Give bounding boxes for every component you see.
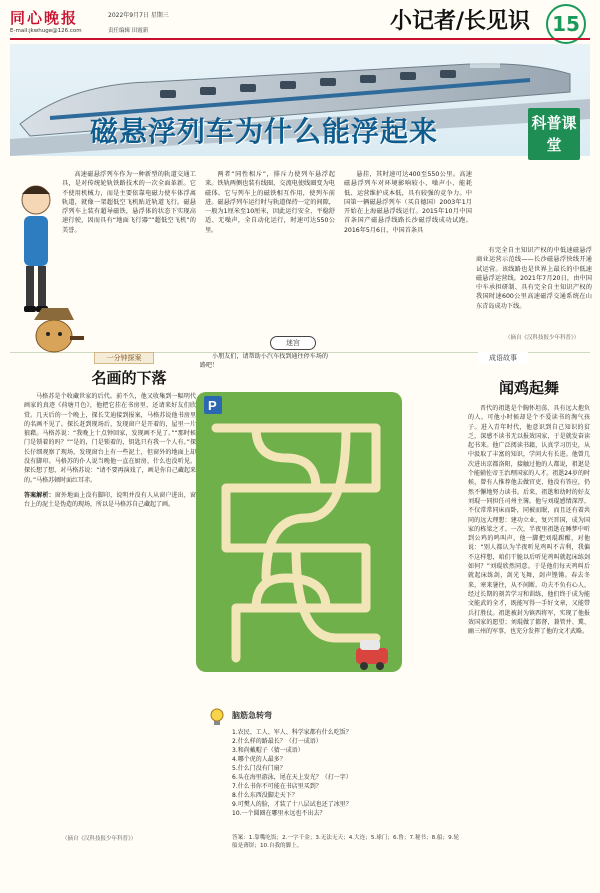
detective-dog-illustration — [20, 300, 90, 362]
article-source: （摘自《汉科技报少年科普》） — [505, 335, 580, 341]
column-label-detective: 一分钟探案 — [94, 352, 154, 364]
newspaper-logo: 同心晚报 — [10, 9, 79, 27]
brain-teaser-answers — [232, 834, 460, 851]
maze-label: 迷宫 — [270, 336, 316, 350]
maze-puzzle — [196, 348, 402, 708]
lightbulb-icon — [206, 706, 228, 728]
brain-teaser-item: 2.什么样的路最长？（打一成语） — [232, 738, 322, 745]
brain-teaser-item: 10.一个圆圈在哪里永远也不出去？ — [232, 810, 326, 817]
brain-teaser-list — [232, 728, 460, 818]
answers-title: 答案： — [232, 835, 249, 841]
article-column-4: 有完全自主知识产权的中低速磁悬浮商业运营示范线——长沙磁悬浮快线开通试运营。该线路也是世界上最长的中低速磁悬浮运营线。2021年7月20日，由中国中车承担研制、具有完全自主知识产权的我国时速600公里高速磁浮交通系统在山东青岛成功下线。 — [476, 247, 592, 310]
issue-date: 2022年9月7日 星期三 — [108, 12, 169, 19]
brain-teaser-item: 1.农民、工人、军人、科学家都有什么吃饭？ — [232, 729, 352, 736]
brain-teaser-item: 3.和尚戴帽子（猜一成语） — [232, 747, 304, 754]
svg-text:P: P — [208, 398, 217, 413]
page-number: 15 — [546, 4, 586, 44]
science-class-tag: 科普课堂 — [528, 108, 580, 160]
brain-teaser-item: 5.什么门没有门扇？ — [232, 765, 286, 772]
article-column-1: 高速磁悬浮列车作为一种新型的轨道交通工具，是对传统轮轨铁路技术的一次全面革新。它不使用机械力，而是主要依靠电磁力使车体浮离轨道，就像一架超低空飞机贴近轨道飞行。磁悬浮列车上装有超导磁铁，悬浮体的状态下实现高速行驶，因而具有“地面飞行器”“超低空飞机”的美誉。 — [62, 171, 196, 234]
article-headline: 磁悬浮列车为什么能浮起来 — [90, 115, 439, 148]
brain-teaser-header: 脑筋急转弯 — [232, 711, 272, 720]
story-title-painting: 名画的下落 — [91, 369, 167, 387]
brain-teaser-item: 7.什么书你不可能在书店里买到？ — [232, 783, 322, 790]
story-text: 马格苏是个收藏世家的后代。前不久，他又收集到一幅明代画家的真迹《荷塘月色》，他把它挂在书房里，还请来好友们欣赏。几天后的一个晚上，探长艾迪接到报案，马格苏说他书房里的名画不见了。探长赶到现场后，发现窗户是开着的，屋里一片狼藉。马格苏说：“我晚上十点钟回家，发现画不见了。”“那时候门是锁着的吗？”“是的，门是锁着的，钥匙只有我一个人有。”探长仔细观察了现场，发现窗台上有一些泥土，但窗外的地面上却没有脚印。马格苏的仆人说当晚他一直在厨房，什么也没听见。探长想了想，对马格苏说：“请不要再演戏了，画是你自己藏起来的。”马格苏顿时面红耳赤。 — [24, 393, 196, 484]
story-source: （摘自《汉科技报少年科普》） — [62, 836, 137, 842]
story-body-painting — [24, 392, 196, 822]
editor-credit: 责任编辑 田霞新 — [108, 28, 149, 34]
story-body-rooster: 晋代的祖逖是个胸怀坦荡、具有远大抱负的人。可他小时候却是个不爱读书的淘气孩子。进入青年时代，他意识到自己知识的贫乏，深感不读书无以报效国家，于是就发奋读起书来。他广泛阅读书籍，认真学习历史，从中汲取了丰富的知识，学问大有长进。他曾几次进出京都洛阳，接触过他的人都说，祖逖是个能辅佐帝王治理国家的人才。祖逖24岁的时候，曾有人推荐他去做官吏，他没有答应，仍然不懈地努力读书。后来，祖逖和幼时的好友刘琨一同担任司州主簿。他与刘琨感情深厚，不仅常常同床而卧，同被而眠，而且还有着共同的远大理想：建功立业，复兴晋国，成为国家的栋梁之才。一次，半夜里祖逖在睡梦中听到公鸡的鸣叫声，他一脚把刘琨踢醒，对他说：“别人都认为半夜听见鸡叫不吉利，我偏不这样想，咱们干脆以后听见鸡叫就起床练剑如何？”刘琨欣然同意。于是他们每天鸡叫后就起床练剑，剑光飞舞，剑声铿锵。春去冬来，寒来暑往，从不间断。功夫不负有心人，经过长期的刻苦学习和训练，他们终于成为能文能武的全才，既能写得一手好文章，又能带兵打胜仗。祖逖被封为镇西将军，实现了他报效国家的愿望；刘琨做了都督，兼管并、冀、幽三州的军事，也充分发挥了他的文才武略。 — [468, 405, 590, 636]
contact-email: E-mail:jkwhuge@126.com — [10, 28, 82, 34]
maze-instructions: 小朋友们，请帮助小汽车找到通往停车场的路吧！ — [200, 353, 328, 369]
brain-teaser-item: 4.哪个虎的人最多？ — [232, 756, 286, 763]
answer-title: 答案解析： — [24, 491, 55, 499]
column-label-idiom: 成语故事 — [478, 352, 528, 364]
story-title-rooster: 闻鸡起舞 — [498, 379, 559, 397]
masthead-divider — [10, 38, 590, 40]
brain-teaser-item: 6.头在海里游泳，尾在天上发光？（打一字） — [232, 774, 352, 781]
answer-text: 窗外地面上没有脚印，说明并没有人从窗户进出，窗台上的泥土是伪造的现场，所以是马格苏自己藏起了画。 — [24, 491, 196, 509]
brain-teaser-item: 8.什么东西没脚走天下？ — [232, 792, 298, 799]
article-column-3: 悬挂，其时速可达400至550公里。高速磁悬浮列车对环境影响较小，噪声小、能耗低、运营维护成本低，具有较强的竞争力。中国第一辆磁悬浮列车（买自德国）2003年1月开始在上海磁悬浮线运行。2015年10月中国首条国产磁悬浮线路长沙磁浮线成功试跑。2016年5月6日，中国首条具 — [344, 171, 472, 234]
answers-text: 1.靠嘴吃饭；2.一字千金；3.无法无天；4.大连；5.球门；6.鲁；7.秘书；8.船；9.轮船是薄饼；10.自我的脚上。 — [232, 835, 460, 850]
brain-teaser-item: 9.可樊人的脸，才装了十八层试也还了冰里？ — [232, 801, 352, 808]
section-title: 小记者/长见识 — [389, 8, 530, 34]
article-column-2: 两者“同性相斥”，排斥力使列车悬浮起来。铁轨两侧也装有线圈，交流电使线圈变为电磁体。它与列车上的磁铁相互作用，使列车前进。磁悬浮列车运行时与轨道保持一定的间隙，一般为1厘米至10厘米，因此运行安全、平稳舒适、无噪声，全自动化运行，时速可达550公里。 — [205, 171, 335, 234]
